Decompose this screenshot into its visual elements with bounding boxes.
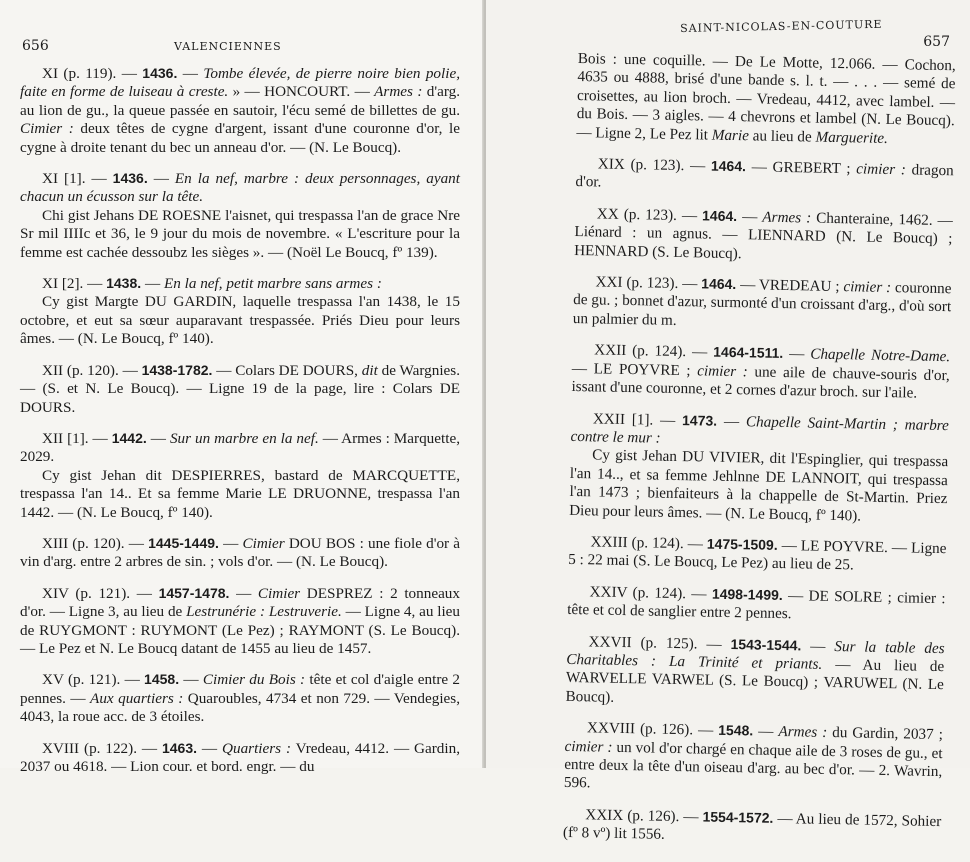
running-head: SAINT-NICOLAS-EN-COUTURE [680, 17, 883, 35]
entry [20, 64, 460, 157]
text-run: XI [2]. — [42, 275, 107, 293]
entry [573, 272, 952, 335]
paragraph [563, 805, 942, 850]
page-text [20, 64, 460, 788]
text-run: cimier : [856, 160, 907, 179]
text-run: Quartiers : [222, 739, 292, 757]
entry [20, 534, 460, 572]
paragraph [20, 169, 460, 207]
text-run: 1463. [161, 739, 198, 756]
text-run: tête et col d'aigle entre 2 pennes. — [20, 671, 460, 707]
text-run: — Au lieu de WARVELLE VARWEL (S. Le Boucq) ; VARUWEL (N. Le Boucq). [565, 655, 945, 706]
text-run: Bois : une coquille. — De Le Motte, 12.066. — Cochon, 4635 ou 4888, brisé d'une bande s. l. t. — . . . — semé de croisettes, au lion broch. — Vredeau, 4412, avec lambel. — du Bois. — 3 aigles. — 4 chevrons et lambel (N. Le Boucq). — Ligne 2, Le Pez lit [576, 50, 956, 144]
text-run: Vredeau, 4412. — Gardin, 2037 ou 4618. — Lion cour. et bord. engr. — du [20, 739, 461, 775]
text-run: XXII [1]. — [592, 409, 683, 429]
text-run: Lestrunérie : Lestruverie. [186, 603, 342, 621]
entry [569, 408, 949, 527]
paragraph [20, 534, 460, 572]
text-run: XXVIII (p. 126). — [586, 719, 719, 740]
text-run: XXI (p. 123). — [595, 273, 702, 293]
text-run: — [179, 671, 203, 689]
text-run: Chi gist Jehans DE ROESNE l'aisnet, qui trespassa l'an de grace Nre Sr mil IIIIc et 36, le 9 jour du mois de novembre. « L'escriture pour la femme est cachée dessoubz les sièges ». — (Noël Le Boucq, fº 139). [20, 206, 460, 261]
entry [20, 361, 460, 417]
text-run: 1436. [112, 170, 148, 187]
paragraph [20, 739, 460, 777]
text-run: Marie [711, 126, 750, 144]
text-run: — [177, 65, 204, 82]
text-run: Armes : [778, 723, 828, 742]
entry [564, 718, 943, 800]
text-run: couronne de gu. ; bonnet d'azur, surmonté d'un croissant d'arg., d'où sort un palmier du m. [572, 279, 952, 329]
text-run: — Armes : Marquette, 2029. [20, 429, 460, 466]
text-run: Cimier du Bois : [202, 671, 306, 689]
paragraph [575, 154, 954, 199]
text-run: XX (p. 123). — [596, 205, 703, 225]
entry [20, 169, 460, 262]
text-run: Chapelle Notre-Dame. [810, 345, 951, 366]
entry [20, 670, 460, 726]
paragraph [571, 340, 950, 403]
text-run: XV (p. 121). — [42, 671, 145, 689]
paragraph [20, 584, 460, 659]
entry [567, 582, 946, 627]
entry-continuation [576, 50, 956, 149]
right-page [486, 0, 970, 844]
text-run: Sur la table des Charitables : La Trinité et priants. [566, 637, 945, 673]
text-run: Cimier : [20, 120, 74, 138]
text-run: 1445-1449. [148, 534, 219, 551]
entry [20, 429, 460, 522]
text-run: XXIX (p. 126). — [585, 806, 703, 826]
paragraph [576, 50, 956, 149]
text-run: DESPREZ : 2 tonneaux d'or. — Ligne 3, au lieu de [20, 584, 460, 621]
text-run: 1457-1478. [158, 584, 230, 601]
text-run: En la nef, marbre : deux personnages, ayant chacun un écusson sur la tête. [20, 170, 460, 206]
text-run: XI (p. 119). — [42, 65, 143, 82]
entry [575, 154, 954, 199]
text-run: — [141, 275, 164, 293]
left-page [0, 0, 484, 775]
text-run: 1438-1782. [141, 361, 213, 378]
text-run: 1464-1511. [713, 343, 784, 362]
text-run: — [716, 412, 747, 430]
page-number: 656 [22, 38, 49, 54]
text-run: Cy gist Jehan dit DESPIERRES, bastard de MARCQUETTE, trespassa l'an 14.. Et sa femme Marie LE DRUONNE, trespassa l'an 1442. — (N. Le Boucq, fº 140). [20, 466, 460, 521]
text-run: Sur un marbre en la nef. [169, 429, 319, 447]
text-run: XI [1]. — [42, 170, 113, 188]
text-run: — [736, 207, 763, 226]
text-run: Cimier [242, 534, 285, 552]
paragraph [20, 361, 460, 417]
text-run: Armes : [762, 208, 812, 227]
text-run: DOU BOS : une fiole d'or à vin d'arg. entre 2 arbres de sin. ; vols d'or. — (N. Le Boucq). [20, 534, 460, 571]
text-run: au lieu de [748, 126, 816, 146]
text-run: 1475-1509. [706, 535, 778, 553]
page-text [563, 50, 956, 862]
text-run: XIX (p. 123). — [597, 155, 712, 175]
text-run: — [146, 429, 170, 447]
text-run: Marguerite. [815, 128, 889, 147]
text-run: dragon d'or. [575, 161, 954, 191]
text-run: Armes : [374, 83, 423, 101]
text-run: — [147, 170, 175, 188]
text-run: — [753, 722, 779, 741]
text-run: — DE SOLRE ; cimier : tête et col de sanglier entre 2 pennes. [567, 586, 946, 623]
entry [20, 584, 460, 659]
text-run: 1464. [701, 275, 737, 293]
text-run: XVIII (p. 122). — [42, 739, 162, 757]
text-run: — LE POYVRE. — Ligne 5 : 22 mai (S. Le Boucq, Le Pez) au lieu de 25. [568, 536, 947, 574]
text-run: Tombe élevée, de pierre noire bien polie, faite en forme de luiseau à creste. [20, 65, 461, 101]
text-run: un vol d'or chargé en chaque aile de 3 roses de gu., et entre deux la tête d'un oiseau d'arg. au bec d'or. — 2. Wavrin, 596. [563, 738, 943, 792]
text-run: — [801, 636, 835, 655]
text-run: — [783, 345, 811, 363]
text-run: Chanteraine, 1462. — Liénard : un agnus. — LIENNARD (N. Le Boucq) ; HENNARD (S. Le Boucq). [573, 209, 953, 262]
entry [20, 739, 460, 777]
text-run: Cy gist Margte DU GARDIN, laquelle trespassa l'an 1438, le 15 octobre, et eut sa sœur auparavant trespassée. Priés Dieu pour leurs âmes. — (N. Le Boucq, fº 140). [20, 293, 460, 348]
text-run: XII (p. 120). — [42, 361, 142, 379]
text-run: XIV (p. 121). — [42, 584, 159, 602]
text-run: — Colars DE DOURS, [212, 361, 362, 379]
text-run: — VREDEAU ; [736, 276, 844, 296]
text-run: 1458. [144, 671, 180, 688]
text-run: Cy gist Jehan DU VIVIER, dit l'Espinglier, qui trespassa l'an 14.., et sa femme Jehlnne DE LANNOIT, qui trespassa l'an 1473 ; bienfaiteurs à la chappelle de St-Martin. Priez Dieu pour leurs âmes. — (N. Le Boucq, fº 140). [569, 446, 949, 525]
text-run: d'arg. au lion de gu., la queue passée en sautoir, l'écu semé de billettes de gu. [20, 83, 460, 119]
text-run: — Ligne 4, au lieu de RUYGMONT : RUYMONT (Le Pez) ; RAYMONT (S. Le Boucq). — Le Pez et N. Le Boucq datant de 1455 au lieu de 1457. [20, 603, 461, 657]
text-run: Aux quartiers : [90, 689, 184, 707]
text-run: 1464. [701, 207, 738, 224]
text-run: XIII (p. 120). — [42, 534, 149, 552]
page-number: 657 [923, 34, 950, 50]
text-run: — [229, 584, 258, 602]
text-run: XII [1]. — [42, 429, 112, 447]
entry [568, 532, 947, 577]
paragraph [20, 429, 460, 467]
text-run: » — HONCOURT. — [228, 83, 375, 101]
entry [563, 805, 942, 850]
text-run: 1498-1499. [711, 585, 783, 603]
text-run: Cimier [257, 584, 301, 602]
text-run: 1464. [710, 157, 747, 175]
text-run: — [218, 534, 243, 552]
paragraph [564, 718, 943, 800]
entry [20, 274, 460, 349]
text-run: 1554-1572. [702, 808, 774, 826]
text-run: Chapelle Saint-Martin ; marbre contre le mur : [570, 412, 950, 447]
paragraph [20, 274, 460, 293]
text-run: du Gardin, 2037 ; [827, 724, 944, 744]
text-run: XXII (p. 124). — [594, 341, 714, 361]
text-run: 1473. [681, 411, 718, 429]
text-run: 1436. [142, 65, 178, 81]
text-run: XXIV (p. 124). — [589, 583, 713, 603]
text-run: une aile de chauve-souris d'or, issant d'une couronne, et 2 cornes d'azur broch. sur l'aile. [571, 363, 950, 402]
text-run: de Wargnies. — (S. et N. Le Boucq). — Ligne 19 de la page, lire : Colars DE DOURS. [20, 361, 460, 416]
paragraph [20, 64, 460, 157]
running-head: VALENCIENNES [174, 40, 282, 53]
entry [565, 631, 944, 713]
text-run: cimier : [564, 737, 613, 756]
text-run: cimier : [843, 278, 892, 297]
entry [574, 204, 953, 267]
text-run: XXVII (p. 125). — [588, 632, 731, 653]
paragraph [574, 204, 953, 267]
text-run: 1438. [106, 275, 142, 292]
text-run: XXIII (p. 124). — [590, 533, 708, 553]
text-run: 1548. [718, 722, 754, 739]
text-run: — LE POYVRE ; [571, 359, 698, 380]
text-run: — [197, 739, 223, 757]
entry [571, 340, 950, 403]
paragraph [567, 582, 946, 627]
paragraph [573, 272, 952, 335]
text-run: 1442. [111, 429, 147, 446]
paragraph [20, 670, 460, 726]
text-run: Quaroubles, 4734 et non 729. — Vendegies, 4043, la roue acc. de 3 étoiles. [20, 689, 460, 726]
text-run: deux têtes de cygne d'argent, issant d'une couronne d'or, le cygne à droite tenant du bec un anneau d'or. — (N. Le Boucq). [20, 120, 460, 156]
text-run: 1543-1544. [730, 635, 802, 653]
text-run: — Au lieu de 1572, Sohier (fº 8 vº) lit 1556. [562, 809, 942, 844]
text-run: En la nef, petit marbre sans armes : [163, 275, 382, 293]
paragraph [568, 532, 947, 577]
paragraph [565, 631, 944, 713]
text-run: — GREBERT ; [745, 158, 857, 178]
text-run: cimier : [697, 362, 748, 381]
text-run: dit [361, 361, 378, 379]
